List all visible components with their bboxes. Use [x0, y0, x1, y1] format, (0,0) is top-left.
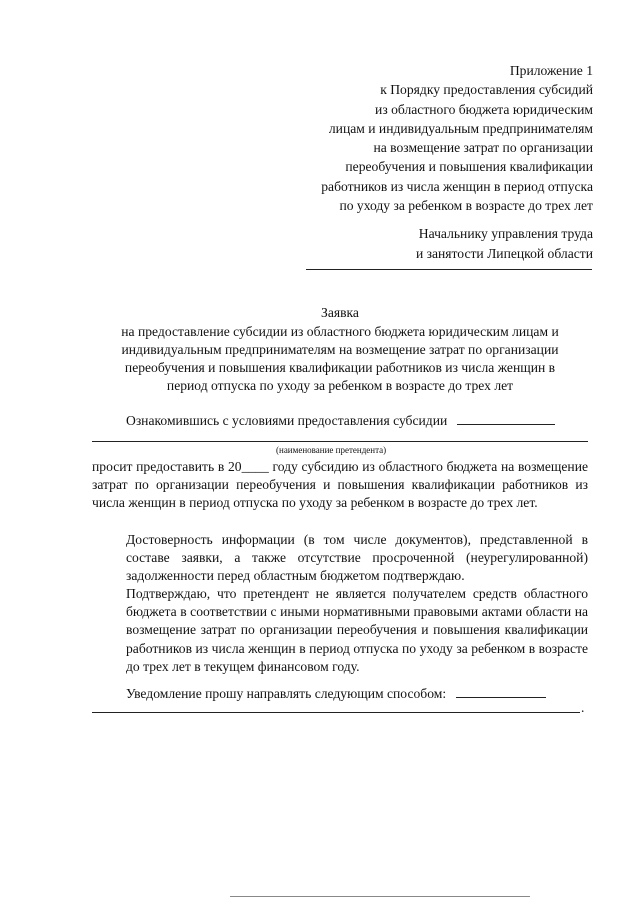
subtitle-line: переобучения и повышения квалификации работников из числа женщин в — [124, 360, 556, 375]
appendix-line: переобучения и повышения квалификации — [345, 159, 593, 175]
appendix-line: к Порядку предоставления субсидий — [380, 82, 593, 98]
scan-edge-line — [230, 896, 530, 897]
addressee-line: Начальнику управления труда — [418, 226, 593, 241]
appendix-line: лицам и индивидуальным предпринимателям — [328, 120, 593, 136]
notify-blank[interactable] — [456, 685, 546, 698]
confirm-paragraph — [92, 585, 588, 676]
request-paragraph: просит предоставить в 20____ году субсидию из областного бюджета на возмещение затрат по организации переобучения и повышения квалификации работников из числа женщин в период отпуска по уходу за ребенком в возрасте до трех лет. — [92, 459, 588, 511]
notify-text: Уведомление прошу направлять следующим способом: — [126, 686, 447, 701]
subtitle-line: на предоставление субсидии из областного бюджета юридическим лицам и — [121, 324, 559, 339]
appendix-block — [213, 61, 593, 215]
confirm-text: Подтверждаю, что претендент не является получателем средств областного бюджета в соответствии с иными нормативными правовыми актами области на возмещение затрат по организации переобучения и повышения квалификации работников из числа женщин в период отпуска по уходу за ребенком в возрасте до трех лет в текущем финансовом году. — [126, 586, 588, 674]
notify-method-blank[interactable] — [92, 712, 580, 713]
appendix-line: Приложение 1 — [509, 63, 593, 78]
addressee-line: и занятости Липецкой области — [415, 245, 593, 261]
applicant-name-blank[interactable] — [92, 441, 588, 442]
subtitle-line: период отпуска по уходу за ребенком в возрасте до трех лет — [166, 378, 514, 393]
document-title: Заявка — [321, 305, 359, 320]
applicant-caption: (наименование претендента) — [276, 445, 387, 455]
document-subtitle — [92, 323, 588, 395]
appendix-line: работников из числа женщин в период отпуска — [321, 178, 593, 194]
appendix-line: на возмещение затрат по организации — [373, 140, 593, 156]
intro-blank[interactable] — [457, 412, 555, 425]
notify-period: . — [581, 700, 585, 715]
accuracy-paragraph — [92, 531, 588, 586]
appendix-line: по уходу за ребенком в возрасте до трех лет — [339, 198, 593, 214]
intro-text: Ознакомившись с условиями предоставления субсидии — [126, 413, 448, 428]
appendix-line: из областного бюджета юридическим — [375, 101, 593, 117]
accuracy-text: Достоверность информации (в том числе документов), представленной в составе заявки, а также отсутствие просроченной (неурегулированной) задолженности перед областным бюджетом подтверждаю. — [126, 532, 588, 584]
subtitle-line: индивидуальным предпринимателям на возмещение затрат по организации — [121, 342, 559, 357]
addressee-block — [293, 224, 593, 263]
addressee-name-blank[interactable] — [306, 269, 592, 270]
notify-line — [92, 685, 588, 702]
intro-line — [92, 412, 588, 429]
